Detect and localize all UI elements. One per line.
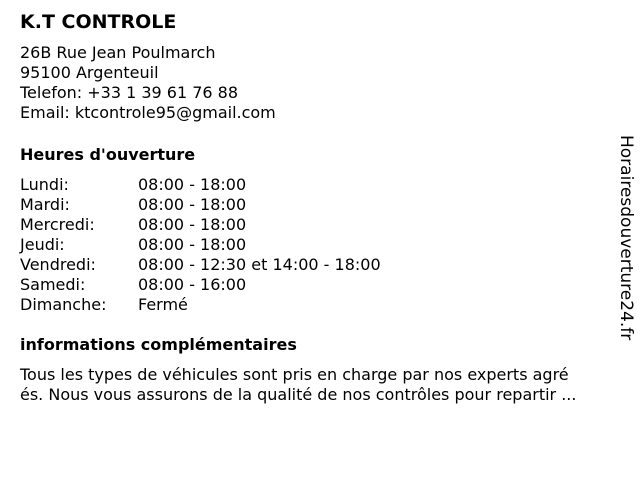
info-heading: informations complémentaires [20, 335, 297, 354]
hours-time: 08:00 - 18:00 [138, 235, 247, 254]
hours-row [20, 275, 620, 295]
hours-row [20, 295, 620, 315]
hours-time: 08:00 - 18:00 [138, 215, 247, 234]
hours-time: 08:00 - 18:00 [138, 175, 247, 194]
hours-day: Lundi: [20, 175, 69, 194]
city-postcode: 95100 Argenteuil [20, 63, 159, 82]
hours-row [20, 255, 620, 275]
hours-day: Mardi: [20, 195, 70, 214]
info-description [20, 365, 620, 405]
hours-day: Dimanche: [20, 295, 107, 314]
hours-day: Jeudi: [20, 235, 65, 254]
email-address: Email: ktcontrole95@gmail.com [20, 103, 276, 122]
address-block [20, 43, 620, 123]
info-text-line: és. Nous vous assurons de la qualité de nos contrôles pour repartir ... [20, 385, 577, 404]
street-address: 26B Rue Jean Poulmarch [20, 43, 216, 62]
hours-row [20, 175, 620, 195]
hours-day: Samedi: [20, 275, 86, 294]
info-text-line: Tous les types de véhicules sont pris en charge par nos experts agré [20, 365, 569, 384]
hours-table [20, 175, 620, 315]
hours-time: 08:00 - 12:30 et 14:00 - 18:00 [138, 255, 381, 274]
business-card [20, 9, 620, 405]
hours-day: Mercredi: [20, 215, 95, 234]
hours-heading: Heures d'ouverture [20, 145, 196, 164]
hours-row [20, 195, 620, 215]
hours-time: Fermé [138, 295, 188, 314]
business-name: K.T CONTROLE [20, 11, 177, 33]
hours-row [20, 235, 620, 255]
site-watermark: Horairesdouverture24.fr [616, 135, 636, 341]
hours-day: Vendredi: [20, 255, 96, 274]
phone-number: Telefon: +33 1 39 61 76 88 [20, 83, 239, 102]
hours-time: 08:00 - 18:00 [138, 195, 247, 214]
hours-time: 08:00 - 16:00 [138, 275, 247, 294]
hours-row [20, 215, 620, 235]
